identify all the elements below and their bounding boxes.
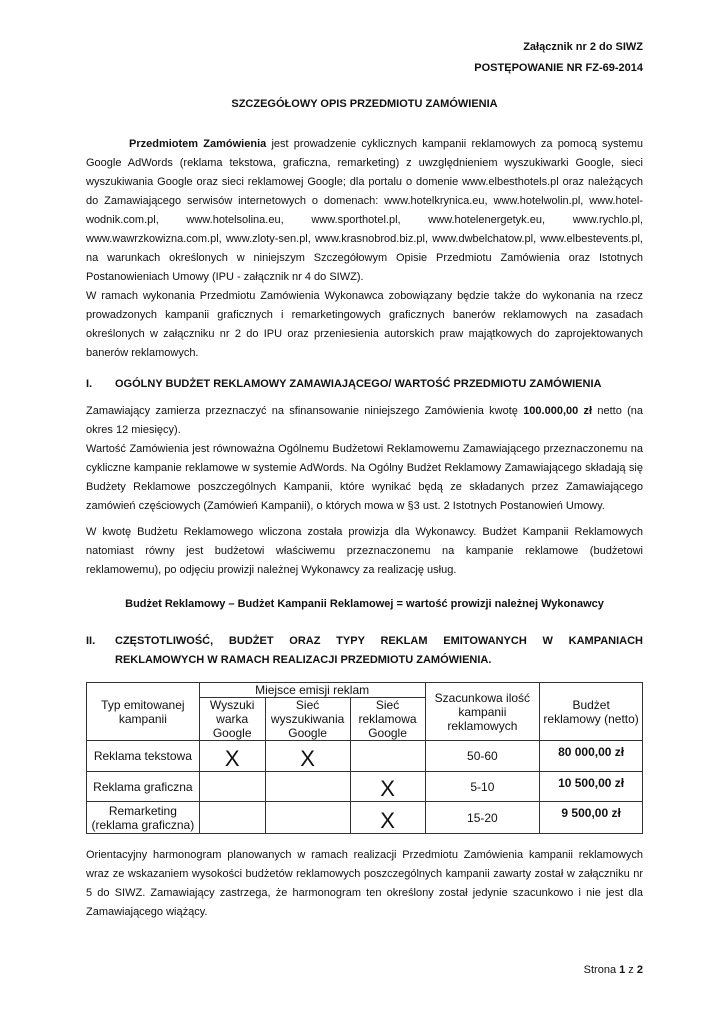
attachment-label: Załącznik nr 2 do SIWZ xyxy=(523,41,643,53)
cell-count: 15-20 xyxy=(425,802,540,834)
cell-type: Reklama tekstowa xyxy=(87,741,200,772)
section-number: II. xyxy=(86,635,96,647)
header-placement: Miejsce emisji reklam xyxy=(199,683,425,698)
total-pages: 2 xyxy=(636,964,643,976)
cell-type: Remarketing (reklama graficzna) xyxy=(87,802,200,834)
table-row xyxy=(87,741,643,772)
page-title: SZCZEGÓŁOWY OPIS PRZEDMIOTU ZAMÓWIENIA xyxy=(231,98,498,110)
cell-display-network: X xyxy=(350,802,425,834)
cell-search-network: X xyxy=(265,741,350,772)
intro-paragraph xyxy=(86,135,643,287)
page-number xyxy=(584,964,643,976)
header-budget: Budżet reklamowy (netto) xyxy=(540,683,643,741)
section-number: I. xyxy=(86,378,93,390)
cell-budget: 10 500,00 zł xyxy=(540,772,643,802)
cell-display-network: X xyxy=(350,772,425,802)
header-count: Szacunkowa ilość kampanii reklamowych xyxy=(425,683,540,741)
procedure-number: POSTĘPOWANIE NR FZ-69-2014 xyxy=(474,62,643,74)
schedule-paragraph: Orientacyjny harmonogram planowanych w ramach realizacji Przedmiotu Zamówienia kampanii reklamowych wraz ze wskazaniem wysokości budżetów reklamowych poszczególnych kampanii zawarty został w załączniku nr 5 do SIWZ. Zamawiający zastrzega, że harmonogram ten określony został jedynie szacunkowo i nie jest dla Zamawiającego wiążący. xyxy=(86,849,643,918)
header-search: Wyszuki warka Google xyxy=(199,698,265,741)
section-title: OGÓLNY BUDŻET REKLAMOWY ZAMAWIAJĄCEGO/ WARTOŚĆ PRZEDMIOTU ZAMÓWIENIA xyxy=(115,378,602,390)
header-search-network: Sieć wyszukiwania Google xyxy=(265,698,350,741)
budget-text: Zamawiający zamierza przeznaczyć na sfinansowanie niniejszego Zamówienia kwotę xyxy=(86,405,524,417)
cell-search: X xyxy=(199,741,265,772)
section-2-heading xyxy=(86,632,643,670)
intro-text: jest prowadzenie cyklicznych kampanii reklamowych za pomocą systemu Google AdWords (reklama tekstowa, graficzna, remarketing) z uwzględnieniem wyszukiwarki Google, sieci wyszukiwania Google oraz sieci reklamowej Google; dla portalu o domenie www.elbesthotels.pl oraz należących do Zamawiającego serwisów internetowych o domenach: www.hotelkrynica.eu, www.hotelwolin.pl, www.hotel-wodnik.com.pl, www.hotelsolina.eu, www.sporthotel.pl, www.hotelenergetyk.eu, www.rychlo.pl, www.wawrzkowizna.com.pl, www.zloty-sen.pl, www.krasnobrod.biz.pl, www.dwbelchatow.pl, www.elbestevents.pl, na warunkach określonych w niniejszym Szczegółowym Opisie Przedmiotu Zamówienia oraz Istotnych Postanowieniach Umowy (IPU - załącznik nr 4 do SIWZ). xyxy=(86,138,643,283)
budget-amount: 100.000,00 zł xyxy=(523,405,593,417)
cell-budget: 80 000,00 zł xyxy=(540,741,643,772)
campaign-table xyxy=(86,682,643,834)
budget-text-end: netto (na okres 12 miesięcy). xyxy=(86,405,643,436)
formula: Budżet Reklamowy – Budżet Kampanii Reklamowej = wartość prowizji należnej Wykonawcy xyxy=(125,598,604,610)
table-row xyxy=(87,802,643,834)
value-paragraph: Wartość Zamówienia jest równoważna Ogólnemu Budżetowi Reklamowemu Zamawiającego przeznaczonemu na cykliczne kampanie reklamowe w systemie AdWords. Na Ogólny Budżet Reklamowy Zamawiającego składają się Budżety Reklamowe poszczególnych Kampanii, które wynikać będą ze składanych przez Zamawiającego zamówień częściowych (Zamówień Kampanii), o których mowa w §3 ust. 2 Istotnych Postanowień Umowy. xyxy=(86,443,643,512)
cell-search-network xyxy=(265,802,350,834)
table-row xyxy=(87,772,643,802)
section-title-line-1: CZĘSTOTLIWOŚĆ, BUDŻET ORAZ TYPY REKLAM EMITOWANYCH W KAMPANIACH xyxy=(115,635,643,647)
intro-paragraph-2: W ramach wykonania Przedmiotu Zamówienia Wykonawca zobowiązany będzie także do wykonania na rzecz prowadzonych kampanii graficznych i remarketingowych graficznych banerów reklamowych na zasadach określonych w załączniku nr 2 do IPU oraz przeniesienia autorskich praw majątkowych do zaprojektowanych banerów reklamowych. xyxy=(86,290,643,359)
cell-search xyxy=(199,802,265,834)
intro-lead: Przedmiotem Zamówienia xyxy=(129,138,267,150)
cell-search-network xyxy=(265,772,350,802)
section-1-heading xyxy=(86,375,643,394)
cell-budget: 9 500,00 zł xyxy=(540,802,643,834)
cell-search xyxy=(199,772,265,802)
page-separator: z xyxy=(625,964,637,976)
section-title-line-2: REKLAMOWYCH W RAMACH REALIZACJI PRZEDMIOTU ZAMÓWIENIA. xyxy=(115,654,492,666)
cell-count: 50-60 xyxy=(425,741,540,772)
commission-paragraph: W kwotę Budżetu Reklamowego wliczona została prowizja dla Wykonawcy. Budżet Kampanii Reklamowych natomiast równy jest budżetowi właściwemu przeznaczonemu na kampanie reklamowe (budżetowi reklamowemu), po odjęciu prowizji należnej Wykonawcy za realizację usług. xyxy=(86,526,643,576)
cell-display-network xyxy=(350,741,425,772)
cell-type: Reklama graficzna xyxy=(87,772,200,802)
page-label: Strona xyxy=(583,964,620,976)
budget-paragraph xyxy=(86,402,643,440)
header-type: Typ emitowanej kampanii xyxy=(87,683,200,741)
cell-count: 5-10 xyxy=(425,772,540,802)
current-page: 1 xyxy=(619,964,626,976)
header-display-network: Sieć reklamowa Google xyxy=(350,698,425,741)
